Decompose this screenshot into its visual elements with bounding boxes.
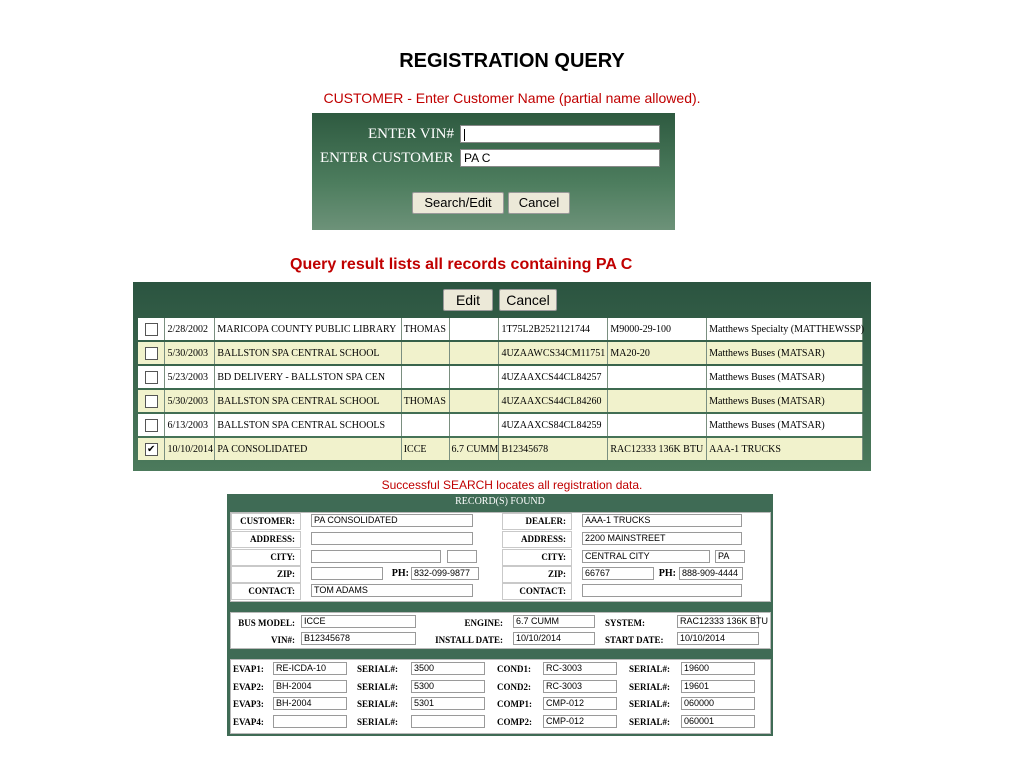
row-select-cell [138,390,165,412]
zip-label: ZIP: [277,569,295,579]
start-date-label: START DATE: [605,635,664,645]
serial-label: SERIAL#: [357,699,399,709]
row-select-cell [138,414,165,436]
dealer-address-field[interactable]: 2200 MAINSTREET [582,532,742,545]
phone-label: PH: [391,568,409,579]
model-cell [402,414,450,436]
customer-cell: BD DELIVERY - BALLSTON SPA CEN [215,366,401,388]
system-cell [608,414,707,436]
system-cell: MA20-20 [608,342,707,364]
phone-field[interactable]: 832-099-9877 [411,567,479,580]
date-cell: 6/13/2003 [165,414,215,436]
row-checkbox[interactable] [145,347,158,360]
vin-field[interactable]: B12345678 [301,632,416,645]
component-label: EVAP4: [233,716,264,727]
table-row[interactable] [138,342,863,364]
row-select-cell [138,366,165,388]
date-cell: 10/10/2014 [165,438,215,460]
component-field[interactable] [273,715,347,728]
date-cell: 5/23/2003 [165,366,215,388]
component-label: EVAP2: [233,681,264,692]
serial2-label: SERIAL#: [629,664,671,674]
engine-cell: 6.7 CUMM [450,438,500,460]
customer-cell: PA CONSOLIDATED [215,438,401,460]
serial2-field[interactable]: 19600 [681,662,755,675]
date-cell: 5/30/2003 [165,342,215,364]
dealer-label: DEALER: [525,516,566,526]
system-cell [608,390,707,412]
row-checkbox[interactable]: ✔ [145,443,158,456]
model-cell: THOMAS [402,390,450,412]
records-found-panel [227,494,773,736]
dealer-field[interactable]: AAA-1 TRUCKS [582,514,742,527]
engine-cell [450,414,500,436]
date-cell: 2/28/2002 [165,318,215,340]
serial2-field[interactable]: 060000 [681,697,755,710]
customer-cell: BALLSTON SPA CENTRAL SCHOOL [215,342,401,364]
system-cell: M9000-29-100 [608,318,707,340]
table-row[interactable] [138,366,863,388]
row-checkbox[interactable] [145,419,158,432]
results-panel [133,282,871,471]
dealer-city-field[interactable]: CENTRAL CITY [582,550,710,563]
dealer-cell: AAA-1 TRUCKS [707,438,863,460]
serial-field[interactable]: 5301 [411,697,485,710]
component-field[interactable]: BH-2004 [273,697,347,710]
dealer-state-field[interactable]: PA [715,550,745,563]
dealer-address-label: ADDRESS: [520,534,566,544]
dealer-phone-label: PH: [658,568,676,579]
vin-cell: B12345678 [499,438,608,460]
component-field[interactable]: RE-ICDA-10 [273,662,347,675]
table-row[interactable] [138,318,863,340]
instruction-text: CUSTOMER - Enter Customer Name (partial name allowed). [323,90,701,106]
table-row[interactable] [138,414,863,436]
serial-field[interactable]: 3500 [411,662,485,675]
component2-field[interactable]: CMP-012 [543,715,617,728]
success-caption: Successful SEARCH locates all registration data. [381,478,643,492]
cancel-button[interactable]: Cancel [508,192,570,214]
component2-label: COMP2: [497,716,532,727]
model-cell: ICCE [402,438,450,460]
search-panel [312,113,675,230]
engine-cell [450,390,500,412]
serial2-field[interactable]: 060001 [681,715,755,728]
contact-label: CONTACT: [248,586,295,596]
serial-label: SERIAL#: [357,681,399,692]
engine-field[interactable]: 6.7 CUMM [513,615,595,628]
component-label: EVAP1: [233,664,264,674]
dealer-contact-field[interactable] [582,584,742,597]
row-select-cell [138,342,165,364]
engine-cell [450,342,500,364]
row-select-cell [138,318,165,340]
serial2-field[interactable]: 19601 [681,680,755,693]
results-table [138,316,863,462]
result-caption: Query result lists all records containing PA C [290,256,633,273]
address-label: ADDRESS: [249,534,295,544]
engine-cell [450,366,500,388]
row-checkbox[interactable] [145,323,158,336]
dealer-cell: Matthews Buses (MATSAR) [707,414,863,436]
vin-cell: 4UZAAXCS44CL84260 [499,390,608,412]
serial-label: SERIAL#: [357,716,399,727]
model-cell: THOMAS [402,318,450,340]
zip-field[interactable] [311,567,383,580]
vin-cell: 4UZAAXCS44CL84257 [499,366,608,388]
search-edit-button[interactable]: Search/Edit [412,192,504,214]
vin-label: ENTER VIN# [368,126,454,142]
install-date-label: INSTALL DATE: [435,635,503,645]
serial2-label: SERIAL#: [629,699,671,709]
vin-label: VIN#: [271,635,295,645]
dealer-city-label: CITY: [541,552,566,562]
component2-label: COND1: [497,664,531,674]
component-label: EVAP3: [233,699,264,709]
city-label: CITY: [270,552,295,562]
dealer-cell: Matthews Buses (MATSAR) [707,390,863,412]
customer-cell: BALLSTON SPA CENTRAL SCHOOLS [215,414,401,436]
serial-field[interactable] [411,715,485,728]
system-cell: RAC12333 136K BTU [608,438,707,460]
system-cell [608,366,707,388]
component-field[interactable]: BH-2004 [273,680,347,693]
serial2-label: SERIAL#: [629,681,671,692]
customer-label: CUSTOMER: [240,516,295,526]
vin-cell: 4UZAAWCS34CM11751 [499,342,608,364]
component2-label: COND2: [497,681,531,692]
dealer-cell: Matthews Specialty (MATTHEWSSP) [707,318,863,340]
dealer-zip-field[interactable]: 66767 [582,567,654,580]
customer-cell: MARICOPA COUNTY PUBLIC LIBRARY [215,318,401,340]
serial2-label: SERIAL#: [629,716,671,727]
engine-label: ENGINE: [464,618,503,628]
row-checkbox[interactable] [145,395,158,408]
customer-label: ENTER CUSTOMER [320,150,454,166]
records-found-header: RECORD(S) FOUND [455,496,545,507]
vin-cell: 4UZAAXCS84CL84259 [499,414,608,436]
edit-button[interactable]: Edit [443,289,493,311]
model-cell [402,342,450,364]
system-field[interactable]: RAC12333 136K BTU [677,615,759,628]
contact-field[interactable]: TOM ADAMS [311,584,473,597]
table-row[interactable] [138,438,863,460]
date-cell: 5/30/2003 [165,390,215,412]
table-row[interactable] [138,390,863,412]
component2-field[interactable]: RC-3003 [543,680,617,693]
page-title: REGISTRATION QUERY [399,50,625,72]
customer-input[interactable]: PA C [460,149,660,167]
row-select-cell [138,438,165,460]
component2-label: COMP1: [497,699,532,709]
serial-label: SERIAL#: [357,664,399,674]
system-label: SYSTEM: [605,618,646,628]
customer-cell: BALLSTON SPA CENTRAL SCHOOL [215,390,401,412]
engine-cell [450,318,500,340]
state-field[interactable] [447,550,477,563]
dealer-zip-label: ZIP: [548,569,566,579]
model-cell [402,366,450,388]
address-field[interactable] [311,532,473,545]
vin-input[interactable] [460,125,660,143]
dealer-phone-field[interactable]: 888-909-4444 [679,567,743,580]
start-date-field[interactable]: 10/10/2014 [677,632,759,645]
serial-field[interactable]: 5300 [411,680,485,693]
dealer-cell: Matthews Buses (MATSAR) [707,366,863,388]
dealer-cell: Matthews Buses (MATSAR) [707,342,863,364]
row-checkbox[interactable] [145,371,158,384]
vin-cell: 1T75L2B2521121744 [499,318,608,340]
component2-field[interactable]: RC-3003 [543,662,617,675]
bus-model-field[interactable]: ICCE [301,615,416,628]
results-cancel-button[interactable]: Cancel [499,289,557,311]
component2-field[interactable]: CMP-012 [543,697,617,710]
install-date-field[interactable]: 10/10/2014 [513,632,595,645]
city-field[interactable] [311,550,441,563]
bus-model-label: BUS MODEL: [238,618,295,628]
customer-field[interactable]: PA CONSOLIDATED [311,514,473,527]
dealer-contact-label: CONTACT: [519,586,566,596]
